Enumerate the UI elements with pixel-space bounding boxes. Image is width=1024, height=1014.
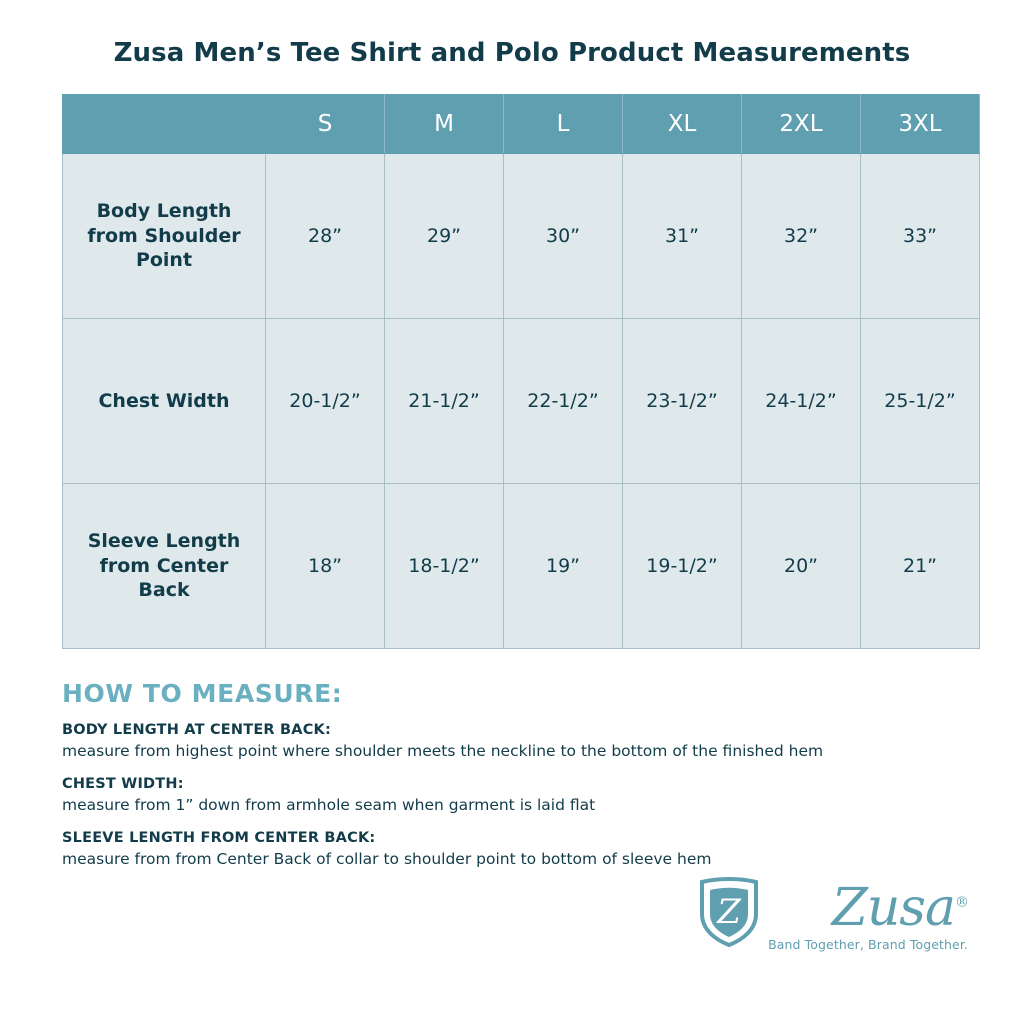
cell-body-length-m: 29” (385, 154, 504, 319)
how-to-measure-heading: HOW TO MEASURE: (62, 679, 343, 708)
column-header-m: M (385, 95, 504, 154)
logo-text (768, 877, 968, 952)
measure-item-chest-width (62, 776, 962, 816)
row-label-chest-width: Chest Width (63, 319, 266, 484)
cell-body-length-3xl: 33” (861, 154, 980, 319)
table-row (63, 484, 980, 649)
measure-item-title: CHEST WIDTH: (62, 776, 184, 792)
cell-chest-width-s: 20-1/2” (266, 319, 385, 484)
cell-sleeve-length-3xl: 21” (861, 484, 980, 649)
cell-chest-width-3xl: 25-1/2” (861, 319, 980, 484)
measure-item-description: measure from 1” down from armhole seam when garment is laid flat (62, 796, 596, 814)
column-header-xl: XL (623, 95, 742, 154)
cell-body-length-xl: 31” (623, 154, 742, 319)
measure-item-body-length (62, 722, 962, 762)
logo-wordmark-text: Zusa (831, 877, 955, 938)
cell-chest-width-l: 22-1/2” (504, 319, 623, 484)
measure-item-title: BODY LENGTH AT CENTER BACK: (62, 722, 331, 738)
cell-chest-width-xl: 23-1/2” (623, 319, 742, 484)
svg-text:Z: Z (717, 892, 741, 932)
measure-item-sleeve-length (62, 830, 962, 870)
shield-icon (698, 876, 760, 952)
cell-body-length-2xl: 32” (742, 154, 861, 319)
measure-item-description: measure from from Center Back of collar to shoulder point to bottom of sleeve hem (62, 850, 712, 868)
cell-body-length-s: 28” (266, 154, 385, 319)
column-header-s: S (266, 95, 385, 154)
table-corner-cell (63, 95, 266, 154)
column-header-2xl: 2XL (742, 95, 861, 154)
page-title: Zusa Men’s Tee Shirt and Polo Product Measurements (113, 38, 911, 68)
column-header-3xl: 3XL (861, 95, 980, 154)
cell-chest-width-2xl: 24-1/2” (742, 319, 861, 484)
column-header-l: L (504, 95, 623, 154)
cell-sleeve-length-xl: 19-1/2” (623, 484, 742, 649)
logo-tagline: Band Together, Brand Together. (768, 937, 968, 952)
cell-sleeve-length-m: 18-1/2” (385, 484, 504, 649)
registered-mark: ® (955, 894, 968, 911)
measure-item-description: measure from highest point where shoulder meets the neckline to the bottom of the finished hem (62, 742, 824, 760)
cell-body-length-l: 30” (504, 154, 623, 319)
cell-sleeve-length-l: 19” (504, 484, 623, 649)
row-label-sleeve-length: Sleeve Length from Center Back (63, 484, 266, 649)
table-row (63, 154, 980, 319)
table-body (63, 154, 980, 649)
cell-sleeve-length-s: 18” (266, 484, 385, 649)
table-header-row (63, 95, 980, 154)
table-row (63, 319, 980, 484)
cell-sleeve-length-2xl: 20” (742, 484, 861, 649)
cell-chest-width-m: 21-1/2” (385, 319, 504, 484)
table-header (63, 95, 980, 154)
measure-item-title: SLEEVE LENGTH FROM CENTER BACK: (62, 830, 376, 846)
row-label-body-length: Body Length from Shoulder Point (63, 154, 266, 319)
measurements-table (62, 94, 980, 649)
zusa-logo (698, 876, 968, 952)
logo-wordmark (831, 877, 968, 938)
